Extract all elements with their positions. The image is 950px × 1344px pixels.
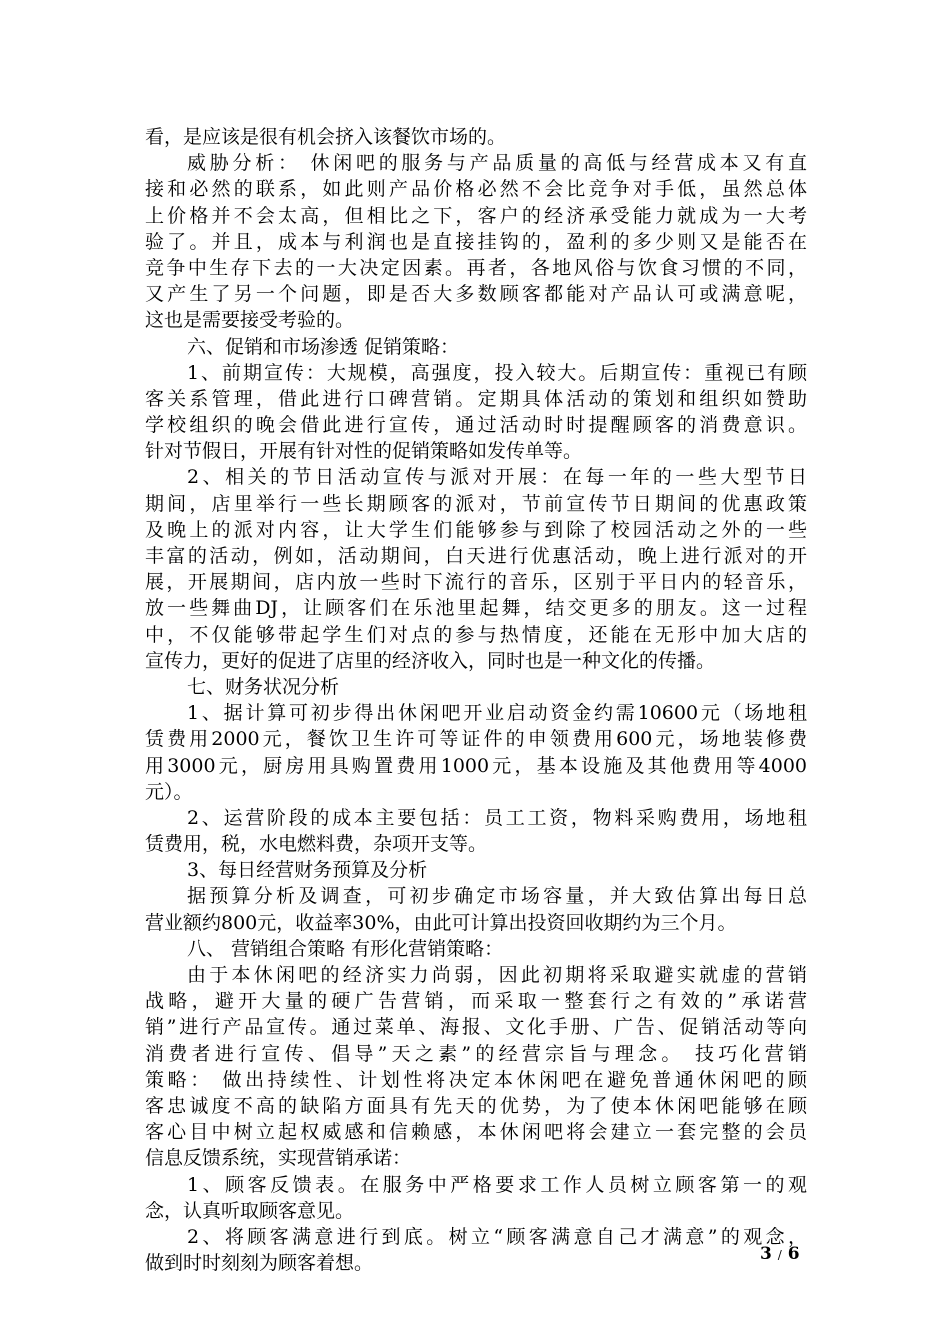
- text-line: 及晚上的派对内容，让大学生们能够参与到除了校园活动之外的一些: [145, 518, 807, 541]
- text-line: 1、顾客反馈表。在服务中严格要求工作人员树立顾客第一的观: [187, 1173, 807, 1196]
- text-line: 3、每日经营财务预算及分析: [187, 859, 428, 882]
- text-line: 信息反馈系统，实现营销承诺：: [145, 1147, 412, 1170]
- text-line: 营业额约800元，收益率30%，由此可计算出投资回收期约为三个月。: [145, 911, 737, 934]
- text-line: 客忠诚度不高的缺陷方面具有先天的优势，为了使本休闲吧能够在顾: [145, 1094, 807, 1117]
- text-line: 1、据计算可初步得出休闲吧开业启动资金约需10600元（场地租: [187, 702, 807, 725]
- text-line: 威胁分析： 休闲吧的服务与产品质量的高低与经营成本又有直: [187, 152, 807, 175]
- text-line: 宣传力，更好的促进了店里的经济收入，同时也是一种文化的传播。: [145, 649, 716, 672]
- text-line: 丰富的活动，例如，活动期间，白天进行优惠活动，晚上进行派对的开: [145, 545, 807, 567]
- text-line: 策略： 做出持续性、计划性将决定本休闲吧在避免普通休闲吧的顾: [145, 1068, 807, 1091]
- text-line: 中，不仅能够带起学生们对点的参与热情度，还能在无形中加大店的: [145, 623, 807, 646]
- text-line: 期间，店里举行一些长期顾客的派对，节前宣传节日期间的优惠政策: [145, 492, 807, 515]
- text-line: 学校组织的晚会借此进行宣传，通过活动时时提醒顾客的消费意识。: [145, 414, 807, 437]
- text-line: 元）。: [145, 780, 193, 803]
- text-line: 做到时时刻刻为顾客着想。: [145, 1252, 374, 1275]
- text-line: 看，是应该是很有机会挤入该餐饮市场的。: [145, 126, 507, 148]
- text-line: 2、将顾客满意进行到底。树立“顾客满意自己才满意”的观念，: [187, 1225, 807, 1248]
- text-line: 客心目中树立起权威感和信赖感，本休闲吧将会建立一套完整的会员: [145, 1121, 807, 1144]
- text-line: 八、 营销组合策略 有形化营销策略：: [187, 937, 504, 960]
- text-line: 这也是需要接受考验的。: [145, 309, 355, 332]
- text-line: 七、财务状况分析: [187, 675, 340, 698]
- page-number: [760, 1244, 800, 1264]
- text-line: 2、运营阶段的成本主要包括：员工工资，物料采购费用，场地租: [187, 806, 807, 829]
- text-line: 赁费用2000元，餐饮卫生许可等证件的申领费用600元，场地装修费: [145, 728, 807, 751]
- text-line: 用3000元，厨房用具购置费用1000元，基本设施及其他费用等4000: [145, 754, 807, 777]
- text-line: 针对节假日，开展有针对性的促销策略如发传单等。: [145, 440, 583, 463]
- page-separator: /: [777, 1248, 782, 1262]
- text-line: 由于本休闲吧的经济实力尚弱，因此初期将采取避实就虚的营销: [187, 964, 807, 986]
- text-line: 战略，避开大量的硬广告营销，而采取一整套行之有效的”承诺营: [145, 990, 807, 1013]
- text-line: 接和必然的联系，如此则产品价格必然不会比竞争对手低，虽然总体: [145, 178, 807, 201]
- text-line: 销”进行产品宣传。通过菜单、海报、文化手册、广告、促销活动等向: [145, 1016, 807, 1039]
- current-page-number: 3: [760, 1244, 772, 1264]
- total-pages-number: 6: [787, 1244, 800, 1264]
- text-line: 放一些舞曲DJ，让顾客们在乐池里起舞，结交更多的朋友。这一过程: [145, 597, 807, 620]
- text-line: 赁费用，税，水电燃料费，杂项开支等。: [145, 833, 488, 856]
- text-line: 1、前期宣传：大规模，高强度，投入较大。后期宣传：重视已有顾: [187, 361, 807, 384]
- text-line: 念，认真听取顾客意见。: [145, 1199, 355, 1222]
- text-line: 上价格并不会太高，但相比之下，客户的经济承受能力就成为一大考: [145, 204, 807, 227]
- text-line: 2、相关的节日活动宣传与派对开展：在每一年的一些大型节日: [187, 466, 807, 489]
- document-body: [145, 124, 807, 1276]
- text-line: 竞争中生存下去的一大决定因素。再者，各地风俗与饮食习惯的不同，: [145, 256, 807, 279]
- text-line: 又产生了另一个问题，即是否大多数顾客都能对产品认可或满意呢，: [145, 283, 807, 306]
- text-line: 展，开展期间，店内放一些时下流行的音乐，区别于平日内的轻音乐，: [145, 571, 807, 594]
- text-line: 客关系管理，借此进行口碑营销。定期具体活动的策划和组织如赞助: [145, 387, 807, 410]
- text-line: 六、促销和市场渗透 促销策略：: [187, 335, 460, 358]
- text-line: 据预算分析及调查，可初步确定市场容量，并大致估算出每日总: [187, 885, 807, 908]
- text-line: 消费者进行宣传、倡导”天之素”的经营宗旨与理念。 技巧化营销: [145, 1042, 807, 1065]
- text-line: 验了。并且，成本与利润也是直接挂钩的，盈利的多少则又是能否在: [145, 230, 807, 253]
